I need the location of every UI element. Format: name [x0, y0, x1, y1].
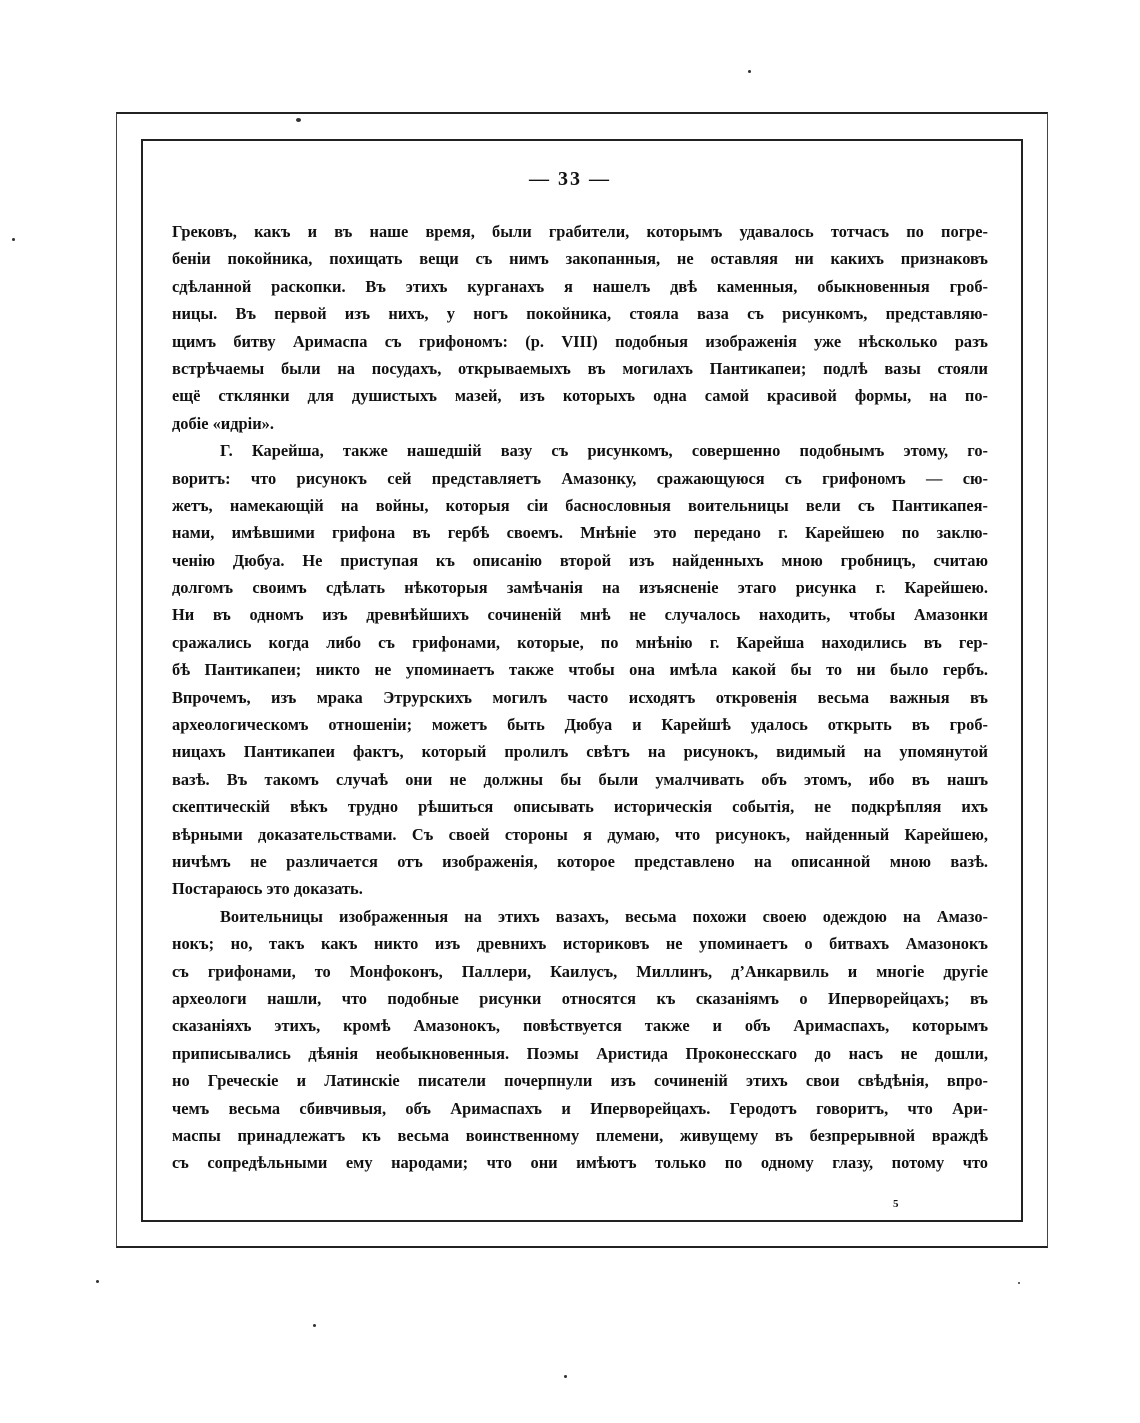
text-line: археологическомъ отношеніи; можетъ быть Дюбуа и Карейшѣ удалось открыть въ гроб-	[172, 715, 988, 735]
page-number: — 33 —	[529, 168, 611, 190]
text-line: приписывались дѣянія необыкновенныя. Поэмы Аристида Проконесскаго до насъ не дошли,	[172, 1043, 988, 1063]
text-line: жетъ, намекающій на войны, которыя сіи баснословныя воительницы вели съ Пантикапея-	[172, 495, 988, 515]
text-line: Ни въ одномъ изъ древнѣйшихъ сочиненій мнѣ не случалось находить, чтобы Амазонки	[172, 605, 988, 625]
text-line: сдѣланной раскопки. Въ этихъ курганахъ я нашелъ двѣ каменныя, обыкновенныя гроб-	[172, 276, 988, 296]
text-line: щимъ битву Аримаспа съ грифономъ: (р. VIII) подобныя изображенія уже нѣсколько разъ	[172, 331, 988, 351]
scan-speck	[12, 238, 15, 241]
text-line: Г. Карейша, также нашедшій вазу съ рисункомъ, совершенно подобнымъ этому, го-	[220, 441, 988, 461]
text-line: добіе «идріи».	[172, 413, 274, 433]
text-line: Постараюсь это доказать.	[172, 879, 363, 899]
scan-speck	[1018, 1282, 1020, 1284]
text-line: Грековъ, какъ и въ наше время, были грабители, которымъ удавалось тотчасъ по погре-	[172, 222, 988, 241]
text-line: съ сопредѣльными ему народами; что они имѣютъ только по одному глазу, потому что	[172, 1153, 988, 1173]
text-line: но Греческіе и Латинскіе писатели почерпнули изъ сочиненій этихъ свои свѣдѣнія, впро-	[172, 1071, 988, 1091]
text-line: чемъ весьма сбивчивыя, объ Аримаспахъ и Иперворейцахъ. Геродотъ говоритъ, что Ари-	[172, 1098, 988, 1118]
text-line: ницы. Въ первой изъ нихъ, у ногъ покойника, стояла ваза съ рисункомъ, представляю-	[172, 304, 988, 324]
text-line: Воительницы изображенныя на этихъ вазахъ, весьма похожи своею одеждою на Амазо-	[220, 906, 988, 926]
text-line: ницахъ Пантикапеи фактъ, который пролилъ свѣтъ на рисунокъ, видимый на упомянутой	[172, 742, 988, 762]
text-line: ещё стклянки для душистыхъ мазей, изъ которыхъ одна самой красивой формы, на по-	[172, 386, 988, 406]
scan-speck	[96, 1280, 99, 1283]
text-line: Впрочемъ, изъ мрака Этрурскихъ могилъ часто исходятъ откровенія весьма важныя въ	[172, 687, 988, 707]
body-text	[172, 218, 988, 1177]
text-line: воритъ: что рисунокъ сей представляетъ Амазонку, сражающуюся съ грифономъ — сю-	[172, 468, 988, 488]
text-line: долгомъ своимъ сдѣлать нѣкоторыя замѣчанія на изъясненіе этаго рисунка г. Карейшею.	[172, 578, 988, 598]
text-line: беніи покойника, похищать вещи съ нимъ закопанныя, не оставляя ни какихъ признаковъ	[172, 249, 988, 269]
scan-speck	[313, 1324, 316, 1327]
scan-speck	[296, 118, 301, 122]
text-line: вѣрными доказательствами. Съ своей стороны я думаю, что рисунокъ, найденный Карейшею,	[172, 824, 988, 844]
text-line: сражались когда либо съ грифонами, которые, по мнѣнію г. Карейша находились въ гер-	[172, 632, 988, 652]
text-line: бѣ Пантикапеи; никто не упоминаетъ также чтобы она имѣла какой бы то ни было гербъ.	[172, 660, 988, 680]
text-line: вазѣ. Въ такомъ случаѣ они не должны бы были умалчивать объ этомъ, ибо въ нашъ	[172, 769, 988, 789]
text-line: нами, имѣвшими грифона въ гербѣ своемъ. Мнѣніе это передано г. Карейшею по заклю-	[172, 523, 988, 543]
text-line: встрѣчаемы были на посудахъ, открываемыхъ въ могилахъ Пантикапеи; подлѣ вазы стояли	[172, 358, 988, 378]
scan-speck	[564, 1375, 567, 1378]
text-line: маспы принадлежатъ къ весьма воинственному племени, живущему въ безпрерывной враждѣ	[172, 1125, 988, 1145]
printer-signature-mark: 5	[893, 1198, 899, 1210]
text-line: скептическій вѣкъ трудно рѣшиться описывать историческія событія, не подкрѣпляя ихъ	[172, 797, 988, 817]
text-line: нокъ; но, такъ какъ никто изъ древнихъ историковъ не упоминаетъ о битвахъ Амазонокъ	[172, 934, 988, 954]
text-line: ченію Дюбуа. Не приступая къ описанію второй изъ найденныхъ мною гробницъ, считаю	[172, 550, 988, 570]
text-line: сказаніяхъ этихъ, кромѣ Амазонокъ, повѣствуется также и объ Аримаспахъ, которымъ	[172, 1016, 988, 1036]
text-line: ничѣмъ не различается отъ изображенія, которое представлено на описанной мною вазѣ.	[172, 851, 988, 871]
scan-speck	[748, 70, 751, 73]
text-line: археологи нашли, что подобные рисунки относятся къ сказаніямъ о Иперворейцахъ; въ	[172, 988, 988, 1008]
text-line: съ грифонами, то Монфоконъ, Паллери, Каилусъ, Миллинъ, д’Анкарвиль и многіе другіе	[172, 961, 988, 981]
